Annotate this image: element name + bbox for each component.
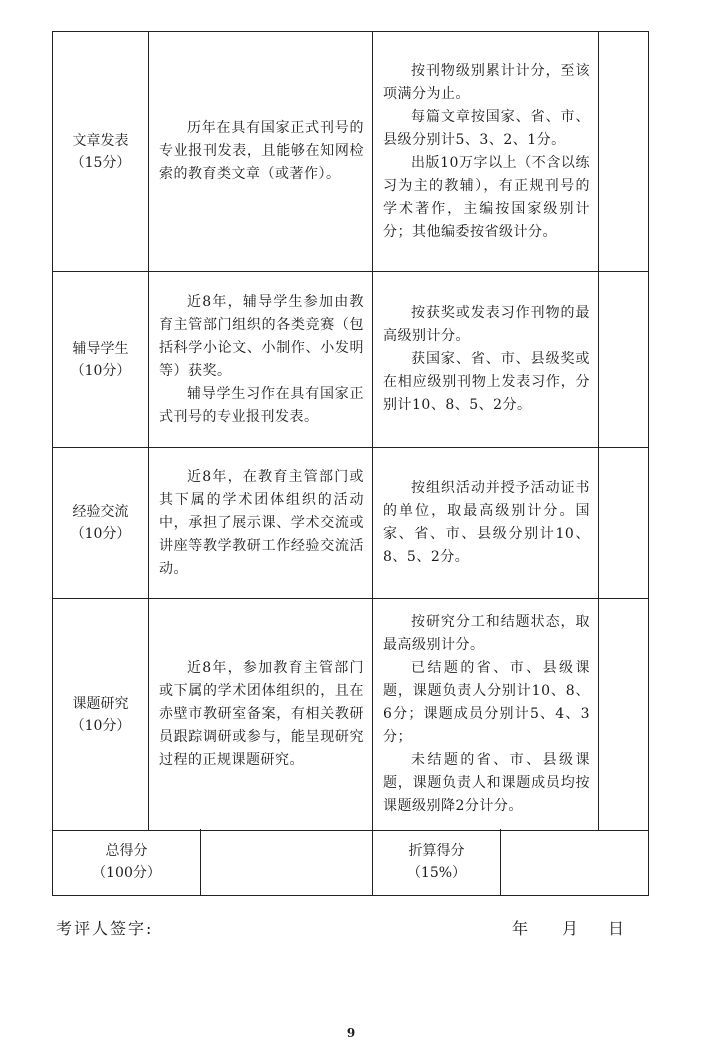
date-day: 日 (608, 919, 626, 938)
criteria-text: 按研究分工和结题状态，取最高级别计分。 (383, 614, 590, 653)
table-row-article (53, 32, 649, 272)
converted-percent: （15%） (406, 864, 467, 881)
requirement-text: 近8年，在教育主管部门或其下属的学术团体组织的活动中，承担了展示课、学术交流或讲座等教学教研工作经验交流活动。 (159, 468, 364, 577)
total-points: （100分） (92, 864, 161, 881)
converted-label: 折算得分 (408, 842, 465, 859)
signature-line (56, 916, 636, 942)
category-points: （10分） (70, 362, 131, 379)
table-row-tutoring (53, 272, 649, 448)
requirement-text: 近8年，辅导学生参加由教育主管部门组织的各类竞赛（包括科学小论文、小制作、小发明等）获奖。 (159, 293, 364, 379)
converted-score-cell (501, 829, 649, 895)
category-name: 课题研究 (72, 695, 129, 712)
requirement-text: 近8年，参加教育主管部门或下属的学术团体组织的，且在赤壁市教研室备案，有相关教研员跟踪调研或参与，能呈现研究过程的正规课题研究。 (159, 660, 364, 768)
requirement-cell (149, 448, 373, 599)
page-number: 9 (346, 1026, 356, 1040)
criteria-cell (373, 448, 599, 599)
date-month: 月 (562, 919, 580, 938)
requirement-cell (149, 599, 373, 831)
category-points: （10分） (70, 526, 131, 542)
criteria-text: 获国家、省、市、县级奖或在相应级别刊物上发表习作，分别计10、8、5、2分。 (383, 351, 590, 413)
score-cell (599, 272, 649, 448)
category-name: 辅导学生 (72, 340, 129, 357)
score-cell (599, 599, 649, 831)
table-row-exchange (53, 448, 649, 599)
score-cell (599, 32, 649, 272)
converted-label-cell (373, 829, 501, 895)
category-points: （15分） (70, 154, 131, 171)
criteria-text: 按组织活动并授予活动证书的单位，取最高级别计分。国家、省、市、县级分别计10、8、5、2分。 (383, 480, 590, 565)
requirement-cell (149, 32, 373, 272)
category-name: 文章发表 (72, 132, 129, 149)
category-cell (53, 599, 149, 831)
requirement-text: 辅导学生习作在具有国家正式刊号的专业报刊发表。 (159, 385, 364, 425)
criteria-text: 出版10万字以上（不含以练习为主的教辅），有正规刊号的学术著作，主编按国家级别计分；其他编委按省级计分。 (383, 154, 590, 240)
requirement-text: 历年在具有国家正式刊号的专业报刊发表，且能够在知网检索的教育类文章（或著作）。 (159, 120, 364, 182)
totals-table (52, 829, 649, 896)
scoring-table (52, 31, 649, 831)
totals-row (53, 829, 649, 895)
requirement-cell (149, 272, 373, 448)
total-label: 总得分 (105, 842, 148, 859)
criteria-cell (373, 599, 599, 831)
criteria-text: 每篇文章按国家、省、市、县级分别计5、3、2、1分。 (383, 108, 590, 148)
table-row-research (53, 599, 649, 831)
category-name: 经验交流 (72, 504, 129, 520)
category-cell (53, 32, 149, 272)
category-points: （10分） (70, 717, 131, 734)
criteria-text: 未结题的省、市、县级课题，课题负责人和课题成员均按课题级别降2分计分。 (383, 752, 590, 814)
total-label-cell (53, 829, 201, 895)
criteria-cell (373, 272, 599, 448)
criteria-text: 按获奖或发表习作刊物的最高级别计分。 (383, 305, 590, 344)
criteria-text: 已结题的省、市、县级课题，课题负责人分别计10、8、6分；课题成员分别计5、4、3分； (383, 660, 590, 745)
score-cell (599, 448, 649, 599)
category-cell (53, 448, 149, 599)
criteria-text: 按刊物级别累计计分，至该项满分为止。 (383, 62, 590, 102)
criteria-cell (373, 32, 599, 272)
signature-label: 考评人签字: (56, 919, 154, 938)
total-score-cell (201, 829, 373, 895)
date-year: 年 (512, 919, 530, 938)
category-cell (53, 272, 149, 448)
